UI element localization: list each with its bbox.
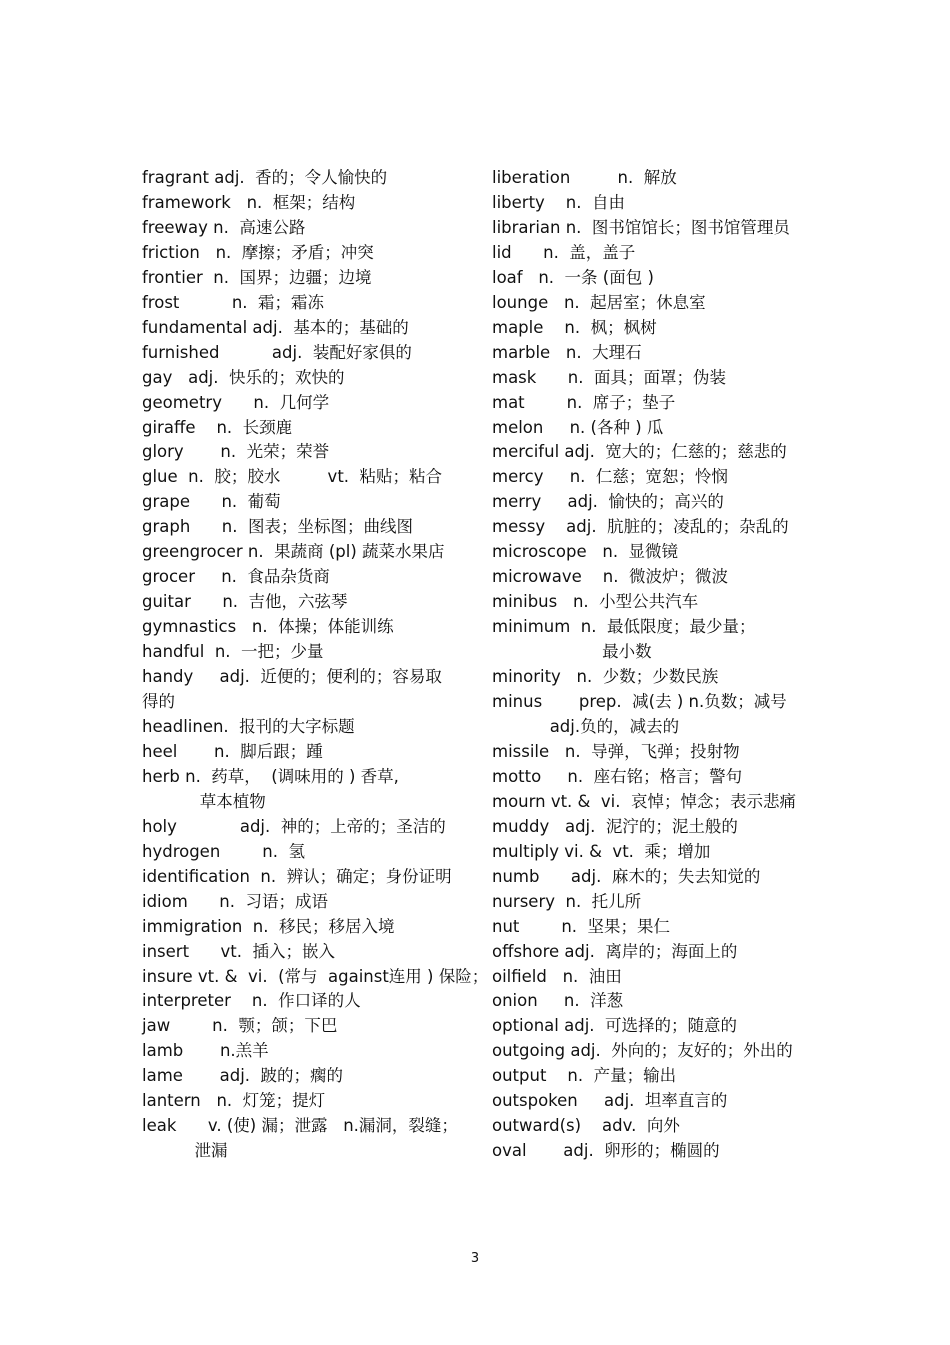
vocab-line: grape n. 葡萄 (142, 492, 281, 512)
vocab-line: maple n. 枫；枫树 (492, 317, 657, 337)
vocab-line: immigration n. 移民；移居入境 (142, 916, 395, 936)
vocab-line: jaw n. 颚；颌；下巴 (142, 1016, 338, 1036)
vocab-line: insure vt. & vi. (常与 against连用 ) 保险； (142, 966, 489, 986)
vocab-line: minimum n. 最低限度；最少量； (492, 617, 756, 637)
vocab-line: librarian n. 图书馆馆长；图书馆管理员 (492, 217, 790, 237)
vocabulary-column-right (492, 166, 822, 1164)
vocab-line: melon n. (各种 ) 瓜 (492, 417, 664, 437)
vocab-line: glue n. 胶；胶水 vt. 粘贴；粘合 (142, 467, 443, 487)
vocab-line: freeway n. 高速公路 (142, 217, 306, 237)
vocab-line: framework n. 框架；结构 (142, 192, 356, 212)
vocab-line: nursery n. 托儿所 (492, 891, 642, 911)
vocab-line: idiom n. 习语；成语 (142, 891, 328, 911)
vocab-line: numb adj. 麻木的；失去知觉的 (492, 866, 761, 886)
vocab-line: microscope n. 显微镜 (492, 542, 679, 562)
vocab-line: handy adj. 近便的；便利的；容易取 (142, 667, 442, 687)
vocab-line: minus prep. 减(去 ) n.负数；减号 (492, 692, 787, 712)
vocab-line: lame adj. 跛的；瘸的 (142, 1066, 344, 1086)
vocab-line: fragrant adj. 香的；令人愉快的 (142, 168, 388, 187)
vocab-line: lamb n.羔羊 (142, 1041, 269, 1061)
vocab-line: insert vt. 插入；嵌入 (142, 941, 335, 961)
vocab-line: outgoing adj. 外向的；友好的；外出的 (492, 1041, 793, 1061)
vocab-line: muddy adj. 泥泞的；泥土般的 (492, 816, 738, 836)
vocab-line: offshore adj. 离岸的；海面上的 (492, 941, 738, 961)
vocab-line: mask n. 面具；面罩；伪装 (492, 367, 726, 387)
vocab-line: holy adj. 神的；上帝的；圣洁的 (142, 816, 446, 836)
vocab-line: adj.负的，减去的 (492, 716, 680, 736)
vocab-line: 泄漏 (142, 1141, 228, 1161)
vocab-line: minority n. 少数；少数民族 (492, 667, 719, 687)
vocab-line: optional adj. 可选择的；随意的 (492, 1016, 738, 1036)
vocab-line: mourn vt. & vi. 哀悼；悼念；表示悲痛 (492, 791, 796, 811)
vocab-line: gay adj. 快乐的；欢快的 (142, 367, 345, 387)
vocab-line: frost n. 霜；霜冻 (142, 292, 325, 312)
vocab-line: mat n. 席子；垫子 (492, 392, 676, 412)
vocab-line: greengrocer n. 果蔬商 (pl) 蔬菜水果店 (142, 542, 445, 562)
vocab-line: marble n. 大理石 (492, 342, 642, 362)
vocab-line: liberation n. 解放 (492, 168, 677, 187)
vocab-line: outspoken adj. 坦率直言的 (492, 1091, 728, 1111)
vocab-line: graph n. 图表；坐标图；曲线图 (142, 517, 413, 537)
vocab-line: glory n. 光荣；荣誉 (142, 442, 330, 462)
vocab-line: guitar n. 吉他，六弦琴 (142, 592, 348, 612)
vocab-line: handful n. 一把；少量 (142, 642, 324, 662)
vocab-line: merry adj. 愉快的；高兴的 (492, 492, 724, 512)
vocab-line: fundamental adj. 基本的；基础的 (142, 317, 409, 337)
vocab-line: geometry n. 几何学 (142, 392, 330, 412)
vocab-line: leak v. (使) 漏；泄露 n.漏洞，裂缝； (142, 1116, 458, 1136)
vocab-line: onion n. 洋葱 (492, 991, 624, 1011)
vocab-line: 得的 (142, 692, 175, 712)
vocab-line: mercy n. 仁慈；宽恕；怜悯 (492, 467, 728, 487)
vocab-line: lounge n. 起居室；休息室 (492, 292, 706, 312)
vocabulary-column-left (142, 166, 489, 1164)
vocab-line: merciful adj. 宽大的；仁慈的；慈悲的 (492, 442, 787, 462)
vocab-line: heel n. 脚后跟；踵 (142, 741, 323, 761)
vocab-line: hydrogen n. 氢 (142, 841, 305, 861)
vocab-line: missile n. 导弹，飞弹；投射物 (492, 741, 740, 761)
vocab-line: outward(s) adv. 向外 (492, 1116, 680, 1136)
vocab-line: output n. 产量；输出 (492, 1066, 677, 1086)
vocab-line: oval adj. 卵形的；椭圆的 (492, 1141, 720, 1161)
vocab-line: minibus n. 小型公共汽车 (492, 592, 699, 612)
vocab-line: herb n. 药草， (调味用的 ) 香草, (142, 766, 399, 786)
vocab-line: identification n. 辨认；确定；身份证明 (142, 866, 452, 886)
vocab-line: 草本植物 (142, 791, 266, 811)
vocab-line: furnished adj. 装配好家俱的 (142, 342, 412, 362)
vocab-line: interpreter n. 作口译的人 (142, 991, 361, 1011)
vocab-line: messy adj. 肮脏的；凌乱的；杂乱的 (492, 517, 789, 537)
vocab-line: multiply vi. & vt. 乘；增加 (492, 841, 711, 861)
vocab-line: microwave n. 微波炉；微波 (492, 567, 728, 587)
vocab-line: gymnastics n. 体操；体能训练 (142, 617, 394, 637)
vocab-line: oilfield n. 油田 (492, 966, 622, 986)
vocab-line: grocer n. 食品杂货商 (142, 567, 330, 587)
vocab-line: 最小数 (492, 642, 652, 662)
vocab-line: lantern n. 灯笼；提灯 (142, 1091, 326, 1111)
vocab-line: friction n. 摩擦；矛盾；冲突 (142, 242, 374, 262)
vocab-line: frontier n. 国界；边疆；边境 (142, 267, 372, 287)
vocab-line: motto n. 座右铭；格言；警句 (492, 766, 743, 786)
vocab-line: loaf n. 一条 (面包 ) (492, 267, 654, 287)
vocab-line: headlinen. 报刊的大字标题 (142, 716, 355, 736)
vocab-line: giraffe n. 长颈鹿 (142, 417, 293, 437)
page-number: 3 (470, 1251, 480, 1266)
vocab-line: liberty n. 自由 (492, 192, 625, 212)
vocab-line: lid n. 盖，盖子 (492, 242, 636, 262)
vocab-line: nut n. 坚果；果仁 (492, 916, 671, 936)
